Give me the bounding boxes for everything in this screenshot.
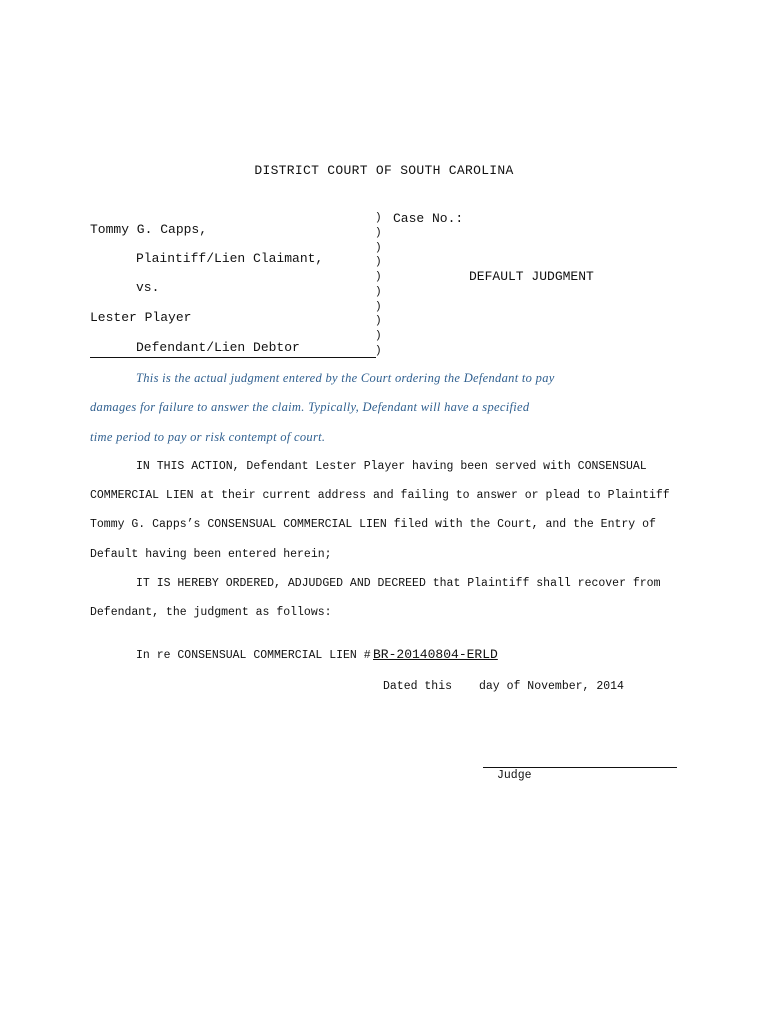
caption-paren: ) xyxy=(375,286,382,298)
defendant-name: Lester Player xyxy=(90,310,192,325)
in-re-label: In re CONSENSUAL COMMERCIAL LIEN # xyxy=(136,649,371,662)
body-line: Default having been entered herein; xyxy=(90,548,332,561)
court-title: DISTRICT COURT OF SOUTH CAROLINA xyxy=(254,163,514,178)
caption-paren: ) xyxy=(375,315,382,327)
body-line: IT IS HEREBY ORDERED, ADJUDGED AND DECREED that Plaintiff shall recover from xyxy=(136,577,661,590)
caption-paren: ) xyxy=(375,212,382,224)
dated-suffix: day of November, 2014 xyxy=(479,680,624,693)
caption-paren: ) xyxy=(375,301,382,313)
body-line: IN THIS ACTION, Defendant Lester Player having been served with CONSENSUAL xyxy=(136,460,647,473)
caption-paren: ) xyxy=(375,256,382,268)
caption-paren: ) xyxy=(375,271,382,283)
caption-divider xyxy=(90,357,376,358)
caption-paren: ) xyxy=(375,330,382,342)
document-title: DEFAULT JUDGMENT xyxy=(469,269,594,284)
note-line: This is the actual judgment entered by the Court ordering the Defendant to pay xyxy=(136,371,555,385)
case-number-label: Case No.: xyxy=(393,211,464,226)
caption-paren: ) xyxy=(375,242,382,254)
judge-label: Judge xyxy=(497,769,532,782)
caption-paren: ) xyxy=(375,227,382,239)
plaintiff-role: Plaintiff/Lien Claimant, xyxy=(136,251,324,266)
body-line: Defendant, the judgment as follows: xyxy=(90,606,332,619)
plaintiff-name: Tommy G. Capps, xyxy=(90,222,208,237)
note-line: damages for failure to answer the claim. Typically, Defendant will have a specified xyxy=(90,400,530,414)
defendant-role: Defendant/Lien Debtor xyxy=(136,340,300,355)
signature-line xyxy=(483,767,677,768)
body-line: COMMERCIAL LIEN at their current address and failing to answer or plead to Plaintiff xyxy=(90,489,670,502)
dated-prefix: Dated this xyxy=(383,680,453,693)
lien-number: BR-20140804-ERLD xyxy=(373,647,498,662)
note-line: time period to pay or risk contempt of court. xyxy=(90,430,326,444)
body-line: Tommy G. Capps’s CONSENSUAL COMMERCIAL LIEN filed with the Court, and the Entry of xyxy=(90,518,656,531)
caption-paren: ) xyxy=(375,345,382,357)
versus-label: vs. xyxy=(136,280,160,295)
